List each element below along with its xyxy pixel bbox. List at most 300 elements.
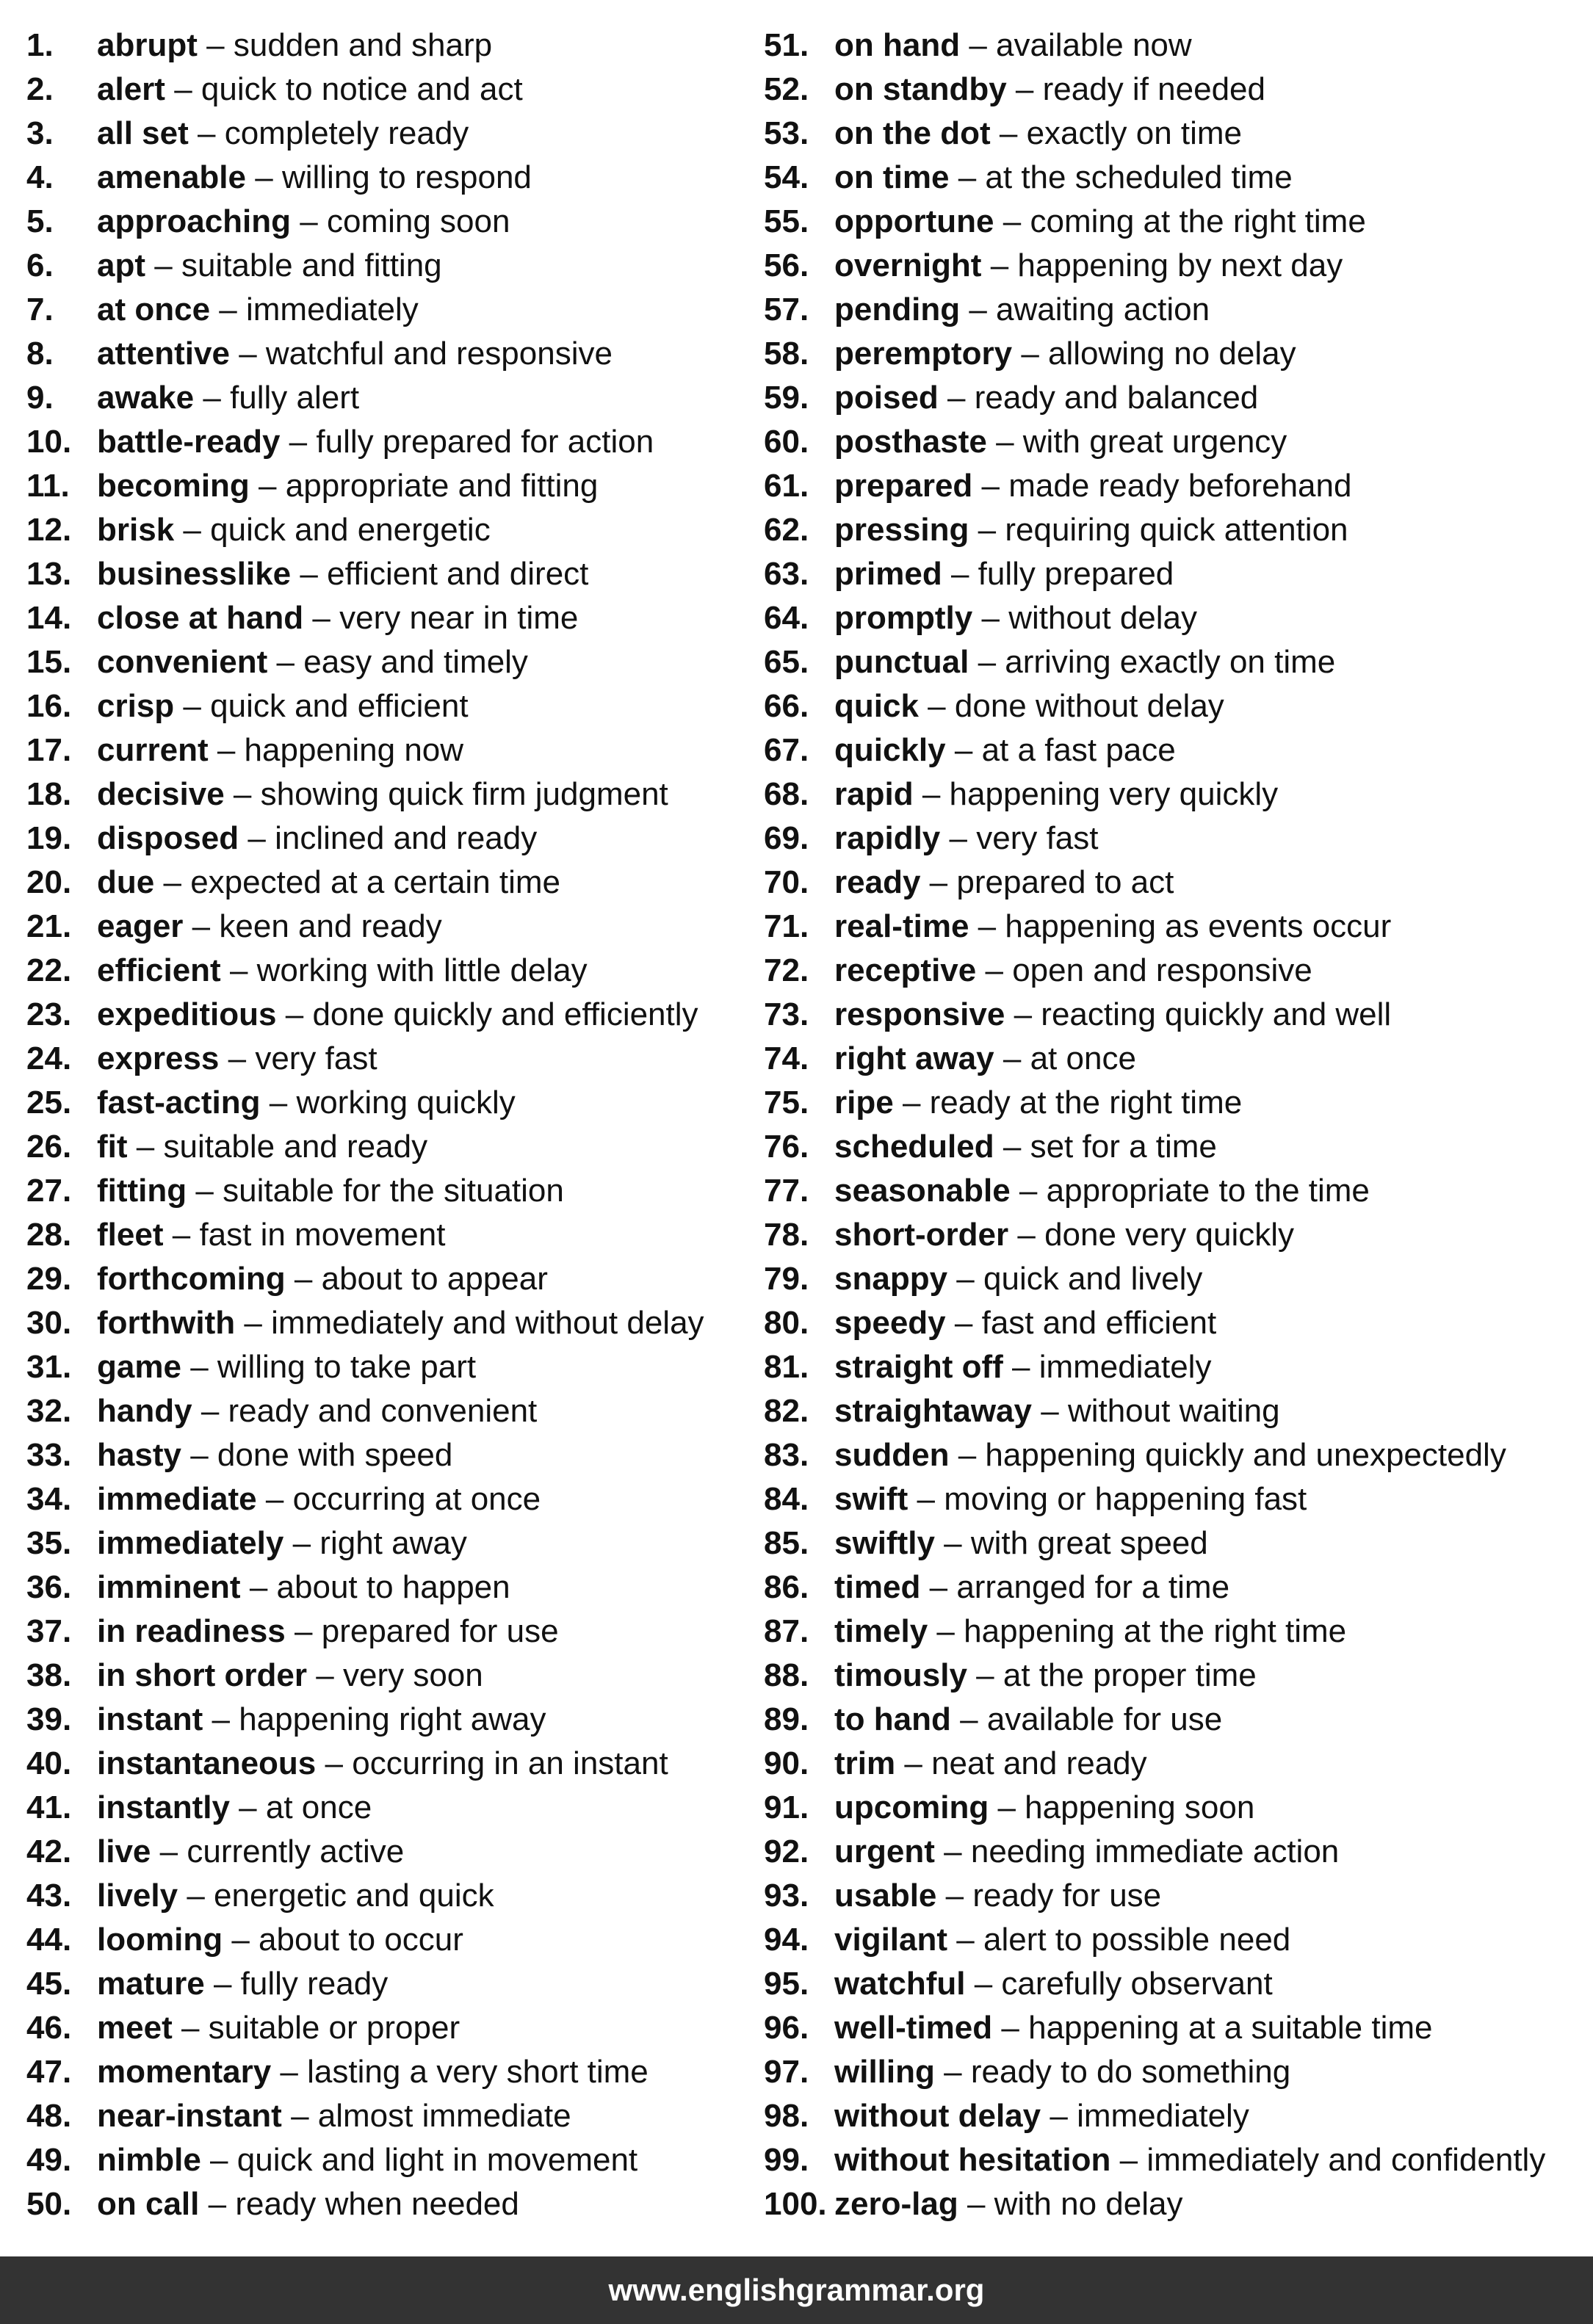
item-number: 36.: [26, 1569, 72, 1605]
item-word: without delay: [834, 2098, 1041, 2134]
item-number: 22.: [26, 952, 72, 988]
item-text: [834, 1962, 1273, 2006]
item-word: crisp: [97, 688, 175, 724]
item-number: 39.: [26, 1701, 72, 1737]
item-word: looming: [97, 1922, 223, 1958]
item-number: 2.: [26, 71, 54, 107]
item-word: quick: [834, 688, 919, 724]
item-number: 30.: [26, 1305, 72, 1341]
list-item: [26, 993, 761, 1037]
list-item: [26, 1169, 761, 1213]
list-item: [764, 1610, 1586, 1654]
item-number: 60.: [764, 424, 809, 460]
item-word: swiftly: [834, 1525, 935, 1561]
list-item: [764, 1257, 1586, 1301]
item-text: [97, 728, 463, 772]
item-text: [834, 1698, 1222, 1742]
item-separator: –: [922, 776, 941, 812]
item-text: [97, 772, 668, 817]
item-word: disposed: [97, 820, 239, 856]
list-item: [764, 949, 1586, 993]
item-text: [834, 1521, 1208, 1565]
item-separator: –: [985, 952, 1003, 988]
item-separator: –: [969, 292, 987, 327]
list-item: [26, 2094, 761, 2138]
item-text: [834, 1125, 1217, 1169]
item-definition: allowing no delay: [1048, 336, 1296, 372]
item-number: 7.: [26, 292, 54, 327]
item-separator: –: [1119, 2142, 1138, 2178]
item-text: [834, 508, 1348, 552]
item-number: 11.: [26, 468, 70, 504]
item-separator: –: [976, 1657, 994, 1693]
item-definition: showing quick firm judgment: [260, 776, 668, 812]
list-item: [764, 1786, 1586, 1830]
item-word: express: [97, 1040, 220, 1076]
item-word: fast-acting: [97, 1085, 261, 1121]
item-word: hasty: [97, 1437, 181, 1473]
list-item: [26, 1610, 761, 1654]
item-word: convenient: [97, 644, 268, 680]
item-text: [834, 1874, 1161, 1918]
item-word: on standby: [834, 71, 1007, 107]
list-item: [764, 1213, 1586, 1257]
item-separator: –: [325, 1745, 343, 1781]
item-text: [97, 684, 469, 728]
item-word: ready: [834, 864, 921, 900]
item-definition: at a fast pace: [981, 732, 1176, 768]
item-separator: –: [902, 1085, 921, 1121]
item-number: 8.: [26, 336, 54, 372]
list-item: [26, 1654, 761, 1698]
list-item: [764, 332, 1586, 376]
item-definition: immediately: [1077, 2098, 1249, 2134]
list-item: [26, 2050, 761, 2094]
item-separator: –: [174, 71, 192, 107]
list-item: [26, 420, 761, 464]
item-separator: –: [960, 1701, 978, 1737]
item-text: [97, 2182, 519, 2226]
item-separator: –: [294, 1261, 313, 1297]
item-word: nimble: [97, 2142, 201, 2178]
item-definition: ready to do something: [970, 2054, 1291, 2090]
item-number: 57.: [764, 292, 809, 327]
item-number: 77.: [764, 1173, 809, 1209]
item-separator: –: [316, 1657, 334, 1693]
item-separator: –: [285, 996, 304, 1032]
item-definition: at the proper time: [1003, 1657, 1257, 1693]
item-definition: requiring quick attention: [1005, 512, 1348, 548]
list-item: [26, 156, 761, 200]
list-item: [764, 68, 1586, 112]
item-definition: immediately: [1038, 1349, 1212, 1385]
item-number: 64.: [764, 600, 809, 636]
item-separator: –: [978, 908, 997, 944]
item-text: [97, 244, 442, 288]
item-definition: made ready beforehand: [1008, 468, 1352, 504]
item-text: [97, 1521, 467, 1565]
item-word: alert: [97, 71, 165, 107]
item-number: 6.: [26, 247, 54, 283]
item-separator: –: [259, 468, 277, 504]
item-word: receptive: [834, 952, 977, 988]
item-separator: –: [265, 1481, 284, 1517]
item-text: [834, 1257, 1202, 1301]
item-definition: coming soon: [326, 203, 510, 239]
item-number: 49.: [26, 2142, 72, 2178]
item-separator: –: [981, 468, 1000, 504]
item-definition: quick and energetic: [210, 512, 491, 548]
item-number: 72.: [764, 952, 809, 988]
list-item: [764, 464, 1586, 508]
item-definition: with great urgency: [1022, 424, 1287, 460]
list-item: [26, 1830, 761, 1874]
item-separator: –: [1003, 1040, 1022, 1076]
list-item: [764, 2050, 1586, 2094]
item-separator: –: [183, 512, 201, 548]
item-word: without hesitation: [834, 2142, 1111, 2178]
item-definition: about to occur: [259, 1922, 463, 1958]
item-number: 75.: [764, 1085, 809, 1121]
item-definition: moving or happening fast: [944, 1481, 1307, 1517]
item-number: 26.: [26, 1129, 72, 1165]
item-definition: with great speed: [970, 1525, 1208, 1561]
item-text: [834, 949, 1312, 993]
list-item: [26, 288, 761, 332]
item-definition: quick and lively: [983, 1261, 1203, 1297]
item-definition: happening at a suitable time: [1028, 2010, 1433, 2046]
item-separator: –: [249, 1569, 268, 1605]
item-definition: almost immediate: [317, 2098, 571, 2134]
item-separator: –: [967, 2186, 986, 2222]
item-separator: –: [210, 2142, 228, 2178]
item-separator: –: [974, 1966, 993, 2002]
list-item: [26, 508, 761, 552]
item-text: [97, 1786, 372, 1830]
item-separator: –: [958, 159, 977, 195]
list-item: [26, 244, 761, 288]
item-number: 84.: [764, 1481, 809, 1517]
item-number: 1.: [26, 27, 54, 63]
item-text: [97, 1698, 546, 1742]
item-number: 42.: [26, 1834, 72, 1869]
item-word: responsive: [834, 996, 1005, 1032]
item-number: 43.: [26, 1878, 72, 1914]
list-item: [764, 1565, 1586, 1610]
item-definition: available now: [996, 27, 1192, 63]
item-definition: watchful and responsive: [265, 336, 613, 372]
item-number: 90.: [764, 1745, 809, 1781]
item-separator: –: [280, 2054, 298, 2090]
item-word: rapid: [834, 776, 914, 812]
item-text: [97, 861, 560, 905]
item-separator: –: [1041, 1393, 1059, 1429]
item-text: [97, 2006, 460, 2050]
item-number: 37.: [26, 1613, 72, 1649]
item-number: 78.: [764, 1217, 809, 1253]
item-text: [834, 640, 1335, 684]
item-word: live: [97, 1834, 151, 1869]
item-definition: prepared for use: [321, 1613, 559, 1649]
item-number: 40.: [26, 1745, 72, 1781]
item-number: 58.: [764, 336, 809, 372]
item-text: [834, 1037, 1136, 1081]
item-word: opportune: [834, 203, 994, 239]
list-item: [764, 508, 1586, 552]
list-item: [26, 817, 761, 861]
item-number: 28.: [26, 1217, 72, 1253]
list-item: [26, 1874, 761, 1918]
item-definition: inclined and ready: [275, 820, 538, 856]
item-number: 32.: [26, 1393, 72, 1429]
item-definition: without delay: [1008, 600, 1198, 636]
item-word: prepared: [834, 468, 973, 504]
item-number: 61.: [764, 468, 809, 504]
item-definition: needing immediate action: [970, 1834, 1340, 1869]
item-word: in readiness: [97, 1613, 286, 1649]
item-number: 13.: [26, 556, 72, 592]
item-definition: happening by next day: [1017, 247, 1343, 283]
list-item: [26, 1742, 761, 1786]
item-word: instantaneous: [97, 1745, 317, 1781]
item-definition: at the scheduled time: [985, 159, 1293, 195]
item-text: [834, 1301, 1216, 1345]
item-definition: fully ready: [240, 1966, 389, 2002]
item-text: [97, 949, 588, 993]
item-definition: arranged for a time: [956, 1569, 1230, 1605]
item-word: pending: [834, 292, 961, 327]
list-item: [764, 2006, 1586, 2050]
list-item: [26, 464, 761, 508]
item-separator: –: [312, 600, 330, 636]
item-separator: –: [269, 1085, 288, 1121]
item-text: [97, 332, 613, 376]
item-text: [97, 420, 654, 464]
item-text: [834, 2006, 1433, 2050]
item-separator: –: [1019, 1173, 1038, 1209]
item-separator: –: [183, 688, 201, 724]
item-definition: willing to take part: [217, 1349, 477, 1385]
item-definition: suitable or proper: [208, 2010, 460, 2046]
item-word: close at hand: [97, 600, 304, 636]
item-number: 98.: [764, 2098, 809, 2134]
item-definition: open and responsive: [1012, 952, 1312, 988]
item-number: 21.: [26, 908, 72, 944]
item-text: [834, 1477, 1307, 1521]
item-text: [97, 68, 523, 112]
item-number: 24.: [26, 1040, 72, 1076]
item-separator: –: [197, 115, 216, 151]
list-item: [26, 68, 761, 112]
item-word: snappy: [834, 1261, 948, 1297]
item-word: upcoming: [834, 1789, 989, 1825]
item-text: [97, 640, 528, 684]
item-text: [97, 1345, 476, 1389]
item-definition: without waiting: [1067, 1393, 1280, 1429]
item-number: 73.: [764, 996, 809, 1032]
item-word: forthwith: [97, 1305, 236, 1341]
item-definition: expected at a certain time: [190, 864, 561, 900]
item-text: [97, 817, 537, 861]
item-text: [834, 1565, 1229, 1610]
item-separator: –: [917, 1481, 935, 1517]
item-definition: energetic and quick: [214, 1878, 494, 1914]
item-word: peremptory: [834, 336, 1013, 372]
item-number: 76.: [764, 1129, 809, 1165]
item-number: 48.: [26, 2098, 72, 2134]
item-word: pressing: [834, 512, 969, 548]
list-item: [26, 728, 761, 772]
item-text: [834, 1610, 1346, 1654]
item-separator: –: [969, 27, 987, 63]
item-text: [97, 112, 469, 156]
list-item: [764, 2182, 1586, 2226]
item-word: instantly: [97, 1789, 230, 1825]
item-number: 34.: [26, 1481, 72, 1517]
item-separator: –: [181, 2010, 200, 2046]
item-word: decisive: [97, 776, 225, 812]
item-definition: very fast: [976, 820, 1099, 856]
item-number: 55.: [764, 203, 809, 239]
item-text: [834, 552, 1174, 596]
list-item: [764, 684, 1586, 728]
item-word: speedy: [834, 1305, 946, 1341]
item-definition: ready when needed: [235, 2186, 519, 2222]
item-separator: –: [978, 644, 997, 680]
item-text: [834, 1213, 1294, 1257]
item-number: 63.: [764, 556, 809, 592]
item-separator: –: [291, 2098, 309, 2134]
list-item: [26, 1565, 761, 1610]
list-item: [26, 23, 761, 68]
item-word: battle-ready: [97, 424, 281, 460]
item-word: usable: [834, 1878, 937, 1914]
list-item: [26, 640, 761, 684]
item-definition: currently active: [187, 1834, 405, 1869]
item-separator: –: [239, 336, 257, 372]
item-word: punctual: [834, 644, 969, 680]
list-item: [764, 993, 1586, 1037]
item-separator: –: [192, 908, 211, 944]
item-separator: –: [929, 864, 948, 900]
item-text: [97, 1742, 668, 1786]
item-text: [97, 1610, 559, 1654]
list-item: [764, 772, 1586, 817]
item-text: [97, 23, 492, 68]
item-number: 9.: [26, 380, 54, 416]
item-definition: reacting quickly and well: [1041, 996, 1392, 1032]
item-word: swift: [834, 1481, 909, 1517]
item-definition: immediately and without delay: [271, 1305, 704, 1341]
item-text: [834, 1918, 1290, 1962]
item-number: 51.: [764, 27, 809, 63]
list-item: [764, 1345, 1586, 1389]
item-text: [834, 684, 1224, 728]
item-word: immediately: [97, 1525, 284, 1561]
list-item: [26, 1433, 761, 1477]
item-separator: –: [956, 1922, 975, 1958]
list-item: [764, 200, 1586, 244]
list-item: [26, 1918, 761, 1962]
item-definition: done very quickly: [1044, 1217, 1295, 1253]
item-definition: happening as events occur: [1005, 908, 1392, 944]
list-item: [764, 1830, 1586, 1874]
item-number: 99.: [764, 2142, 809, 2178]
item-text: [834, 112, 1242, 156]
item-word: watchful: [834, 1966, 966, 2002]
item-word: poised: [834, 380, 939, 416]
item-word: timously: [834, 1657, 967, 1693]
item-definition: working with little delay: [256, 952, 588, 988]
item-separator: –: [1003, 203, 1022, 239]
item-word: meet: [97, 2010, 173, 2046]
list-item: [764, 1477, 1586, 1521]
item-separator: –: [292, 1525, 311, 1561]
item-text: [97, 464, 598, 508]
list-item: [764, 1301, 1586, 1345]
item-separator: –: [219, 292, 237, 327]
item-definition: awaiting action: [996, 292, 1210, 327]
item-definition: very soon: [342, 1657, 483, 1693]
item-definition: fully alert: [230, 380, 360, 416]
list-item: [26, 376, 761, 420]
item-separator: –: [212, 1701, 230, 1737]
item-separator: –: [954, 732, 973, 768]
list-item: [764, 1081, 1586, 1125]
item-definition: right away: [319, 1525, 467, 1561]
item-word: straight off: [834, 1349, 1003, 1385]
list-item: [26, 2006, 761, 2050]
item-separator: –: [159, 1834, 178, 1869]
item-separator: –: [996, 424, 1014, 460]
item-word: abrupt: [97, 27, 198, 63]
item-number: 27.: [26, 1173, 72, 1209]
list-item: [26, 1962, 761, 2006]
item-word: becoming: [97, 468, 250, 504]
item-separator: –: [944, 1525, 962, 1561]
item-definition: appropriate to the time: [1046, 1173, 1370, 1209]
item-text: [97, 596, 578, 640]
item-text: [97, 1433, 452, 1477]
item-separator: –: [228, 1040, 247, 1076]
item-separator: –: [956, 1261, 975, 1297]
item-number: 88.: [764, 1657, 809, 1693]
item-separator: –: [244, 1305, 262, 1341]
item-definition: sudden and sharp: [233, 27, 493, 63]
item-number: 44.: [26, 1922, 72, 1958]
item-separator: –: [1015, 71, 1034, 107]
list-item: [26, 1345, 761, 1389]
list-item: [764, 376, 1586, 420]
item-number: 97.: [764, 2054, 809, 2090]
item-number: 67.: [764, 732, 809, 768]
list-item: [26, 332, 761, 376]
item-text: [834, 156, 1293, 200]
item-number: 74.: [764, 1040, 809, 1076]
item-separator: –: [929, 1569, 948, 1605]
item-number: 100.: [764, 2186, 827, 2222]
item-word: overnight: [834, 247, 982, 283]
item-separator: –: [255, 159, 273, 195]
item-number: 25.: [26, 1085, 72, 1121]
item-word: fit: [97, 1129, 128, 1165]
item-word: timed: [834, 1569, 921, 1605]
list-item: [764, 112, 1586, 156]
item-definition: very near in time: [339, 600, 579, 636]
item-separator: –: [201, 1393, 220, 1429]
footer-url[interactable]: www.englishgrammar.org: [608, 2273, 985, 2307]
item-number: 79.: [764, 1261, 809, 1297]
